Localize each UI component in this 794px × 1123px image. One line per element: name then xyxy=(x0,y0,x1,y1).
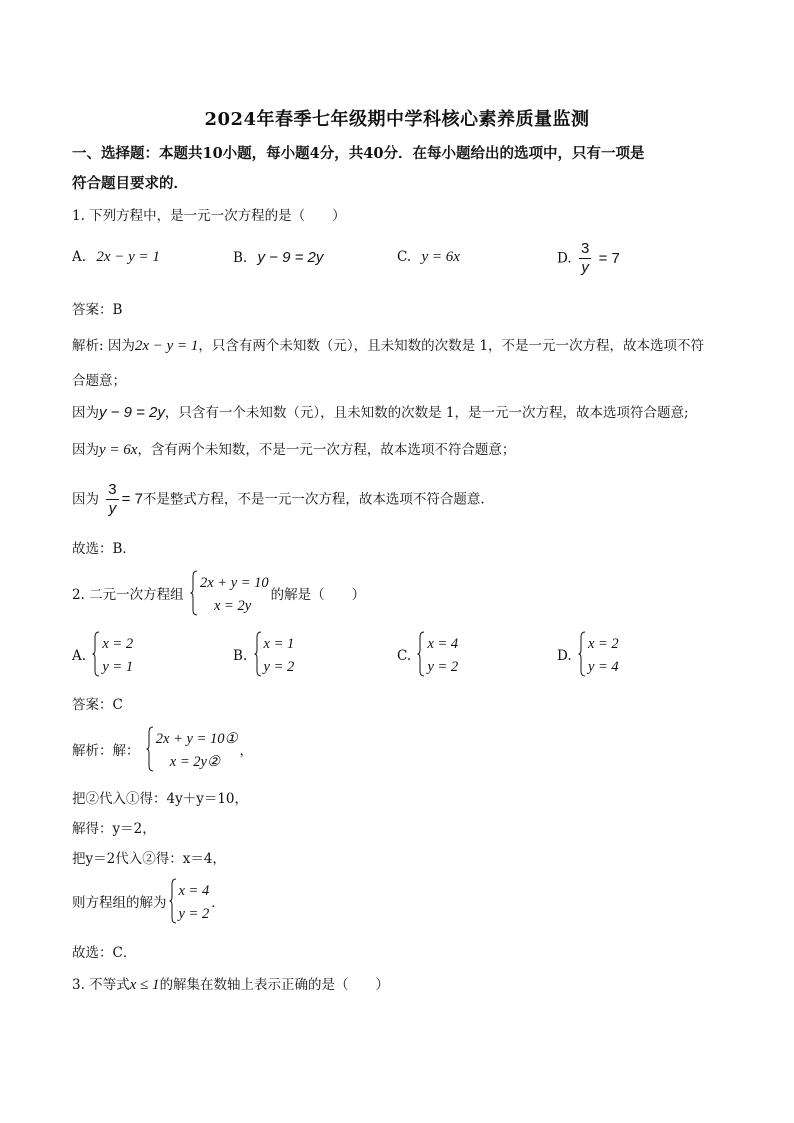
equation-line: x = 4 xyxy=(178,883,210,899)
equation-line: y = 2 xyxy=(263,659,295,675)
q1-option-a xyxy=(72,249,160,266)
text: 3. 不等式 xyxy=(72,977,130,993)
equation-system xyxy=(254,633,295,679)
q1-conclusion: 故选：B． xyxy=(72,541,136,557)
equation-line: x = 4 xyxy=(427,636,459,652)
equation-system xyxy=(169,880,210,926)
text: ， xyxy=(239,743,253,759)
q1-analysis-line4 xyxy=(72,437,724,463)
fraction xyxy=(106,481,118,518)
q2-answer: 答案：C xyxy=(72,697,123,713)
expr: y − 9 = 2y xyxy=(99,404,165,421)
equation-line: y = 4 xyxy=(587,659,619,675)
option-expr: 2x − y = 1 xyxy=(96,249,160,265)
q2-step1: 把②代入①得：4y＋y＝10， xyxy=(72,791,249,807)
q2-conclusion: 故选：C． xyxy=(72,945,137,961)
option-label: A. xyxy=(72,249,87,265)
q2-step3: 把y＝2代入②得：x＝4， xyxy=(72,851,226,867)
denominator: y xyxy=(581,259,589,276)
q1-analysis-line5 xyxy=(72,481,724,518)
equation-line: x = 2y② xyxy=(169,754,220,770)
expr: x ≤ 1 xyxy=(129,977,160,993)
text: 解析: 因为 xyxy=(72,338,135,354)
option-expr: y = 6x xyxy=(421,249,460,265)
equation-system xyxy=(190,572,269,618)
brace-icon xyxy=(146,726,154,772)
brace-icon xyxy=(92,631,100,677)
q2-option-a xyxy=(72,633,135,679)
text: ，只含有两个未知数（元），且未知数的次数是 1，不是一元一次方程，故本选项不符 xyxy=(198,338,705,354)
text: 因为 xyxy=(72,442,99,458)
numerator: 3 xyxy=(108,481,117,498)
q1-option-d xyxy=(557,240,620,277)
brace-icon xyxy=(254,631,262,677)
q3-stem xyxy=(72,972,724,998)
option-label: C. xyxy=(397,249,412,265)
text: 的解集在数轴上表示正确的是（ ） xyxy=(159,977,390,993)
text: ，只含有一个未知数（元），且未知数的次数是 1，是一元一次方程，故本选项符合题意; xyxy=(164,405,689,421)
q2-option-b xyxy=(233,633,296,679)
equation-line: 2x + y = 10① xyxy=(155,731,238,747)
equation-line: y = 2 xyxy=(178,906,210,922)
equation-line: y = 2 xyxy=(427,659,459,675)
equation-system xyxy=(92,633,133,679)
brace-icon xyxy=(169,878,177,924)
equation-line: x = 2y xyxy=(213,598,252,614)
text: ． xyxy=(211,895,225,911)
option-expr: y − 9 = 2y xyxy=(257,249,324,266)
q2-option-c xyxy=(397,633,460,679)
q1-analysis-line3 xyxy=(72,400,724,426)
expr: 2x − y = 1 xyxy=(134,338,199,354)
q2-option-d xyxy=(557,633,621,679)
q2-step2: 解得：y＝2， xyxy=(72,821,156,837)
equation-line: x = 2 xyxy=(587,636,619,652)
option-label: B. xyxy=(233,250,248,266)
equation-system xyxy=(146,728,238,774)
expr: y = 6x xyxy=(99,442,138,458)
q1-stem: 1. 下列方程中，是一元一次方程的是（ ） xyxy=(72,208,346,224)
page-title: 2024年春季七年级期中学科核心素养质量监测 xyxy=(204,109,590,130)
option-label: B. xyxy=(233,648,248,664)
text: ，含有两个未知数，不是一元一次方程，故本选项不符合题意； xyxy=(137,442,516,458)
text: 因为 xyxy=(72,491,99,508)
text: 解析：解： xyxy=(72,743,140,759)
text: 2. 二元一次方程组 xyxy=(72,587,184,603)
brace-icon xyxy=(578,631,586,677)
expr: = 7 xyxy=(121,490,143,508)
equation-line: x = 2 xyxy=(102,636,134,652)
q1-analysis-line2: 合题意； xyxy=(72,373,126,389)
fraction xyxy=(579,240,591,277)
text: 的解是（ ） xyxy=(270,587,366,603)
equation-line: y = 1 xyxy=(102,659,134,675)
equation-line: x = 1 xyxy=(263,636,295,652)
q2-analysis-system xyxy=(72,728,724,774)
denominator: y xyxy=(108,500,117,517)
q1-analysis-line1 xyxy=(72,333,724,359)
option-label: D. xyxy=(557,648,572,664)
equation-system xyxy=(417,633,458,679)
brace-icon xyxy=(190,570,198,616)
option-rhs: = 7 xyxy=(598,250,620,267)
q2-stem xyxy=(72,572,724,618)
text: 因为 xyxy=(72,405,99,421)
q1-answer: 答案：B xyxy=(72,302,123,318)
brace-icon xyxy=(417,631,425,677)
q1-option-c xyxy=(397,249,460,266)
equation-system xyxy=(578,633,619,679)
q2-step4 xyxy=(72,880,724,926)
equation-line: 2x + y = 10 xyxy=(199,575,269,591)
text: 则方程组的解为 xyxy=(72,895,167,911)
q1-option-b xyxy=(233,249,323,266)
option-label: D. xyxy=(557,250,572,267)
text: 不是整式方程，不是一元一次方程，故本选项不符合题意. xyxy=(142,491,485,508)
option-label: C. xyxy=(397,648,412,664)
section-heading-line2: 符合题目要求的． xyxy=(72,175,188,192)
numerator: 3 xyxy=(580,240,590,257)
option-label: A. xyxy=(72,648,87,664)
section-heading-line1: 一、选择题：本题共10小题，每小题4分，共40分．在每小题给出的选项中，只有一项是 xyxy=(72,145,645,162)
